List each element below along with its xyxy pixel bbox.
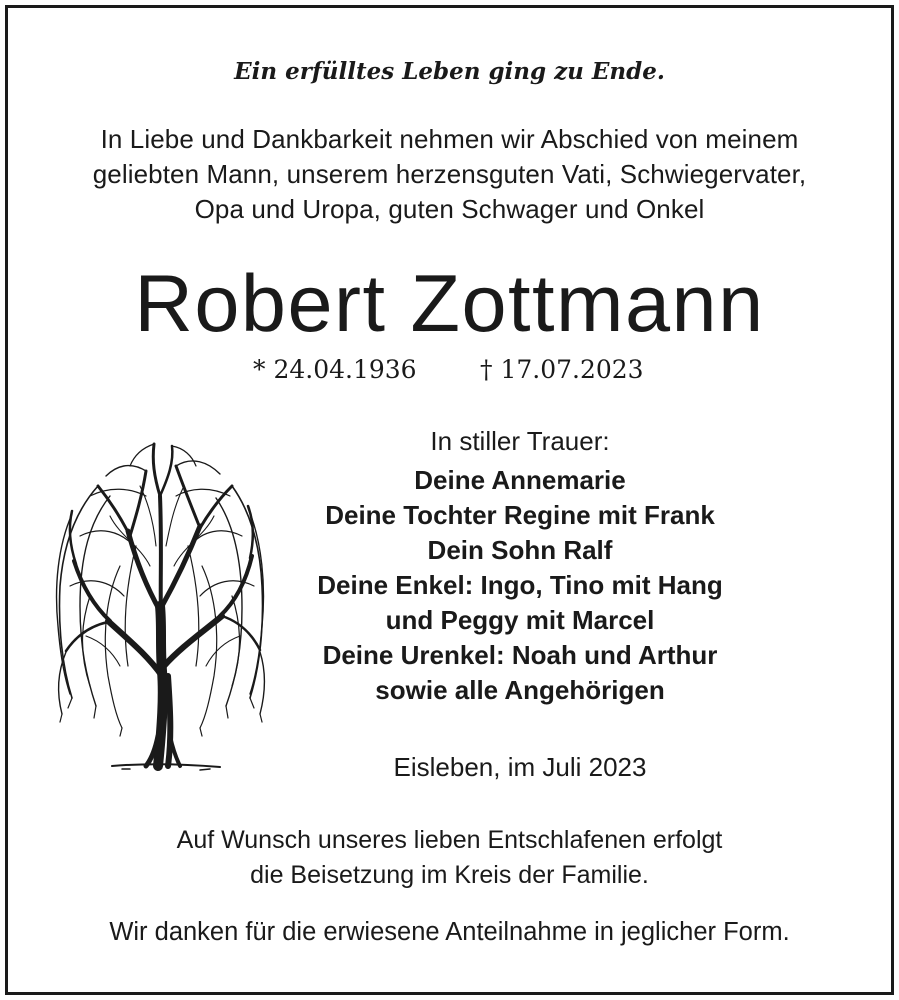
place-date: Eisleben, im Juli 2023 — [393, 752, 647, 782]
weeping-tree-icon — [50, 436, 270, 772]
motto: Ein erfülltes Leben ging zu Ende. — [234, 58, 665, 85]
mourner-line-6: Deine Urenkel: Noah und Arthur — [322, 640, 718, 670]
intro-line-2: geliebten Mann, unserem herzensguten Vati, Schwiegervater, — [92, 159, 807, 189]
funeral-line-1: Auf Wunsch unseres lieben Entschlafenen erfolgt — [176, 826, 723, 854]
mourner-line-2: Deine Tochter Regine mit Frank — [325, 500, 715, 530]
mourner-line-5: und Peggy mit Marcel — [385, 605, 655, 635]
mourner-line-1: Deine Annemarie — [414, 465, 626, 495]
mourner-line-3: Dein Sohn Ralf — [427, 535, 613, 565]
funeral-line-2: die Beisetzung im Kreis der Familie. — [250, 861, 649, 889]
intro-line-1: In Liebe und Dankbarkeit nehmen wir Abschied von meinem — [100, 124, 799, 154]
thanks-line: Wir danken für die erwiesene Anteilnahme in jeglicher Form. — [109, 918, 790, 946]
mourning-heading: In stiller Trauer: — [430, 426, 610, 456]
mourner-line-4: Deine Enkel: Ingo, Tino mit Hang — [317, 570, 723, 600]
intro-line-3: Opa und Uropa, guten Schwager und Onkel — [194, 194, 705, 224]
mourner-line-7: sowie alle Angehörigen — [375, 675, 665, 705]
deceased-name: Robert Zottmann — [134, 259, 765, 349]
birth-date: * 24.04.1936 — [253, 355, 417, 384]
death-date: † 17.07.2023 — [480, 355, 644, 384]
